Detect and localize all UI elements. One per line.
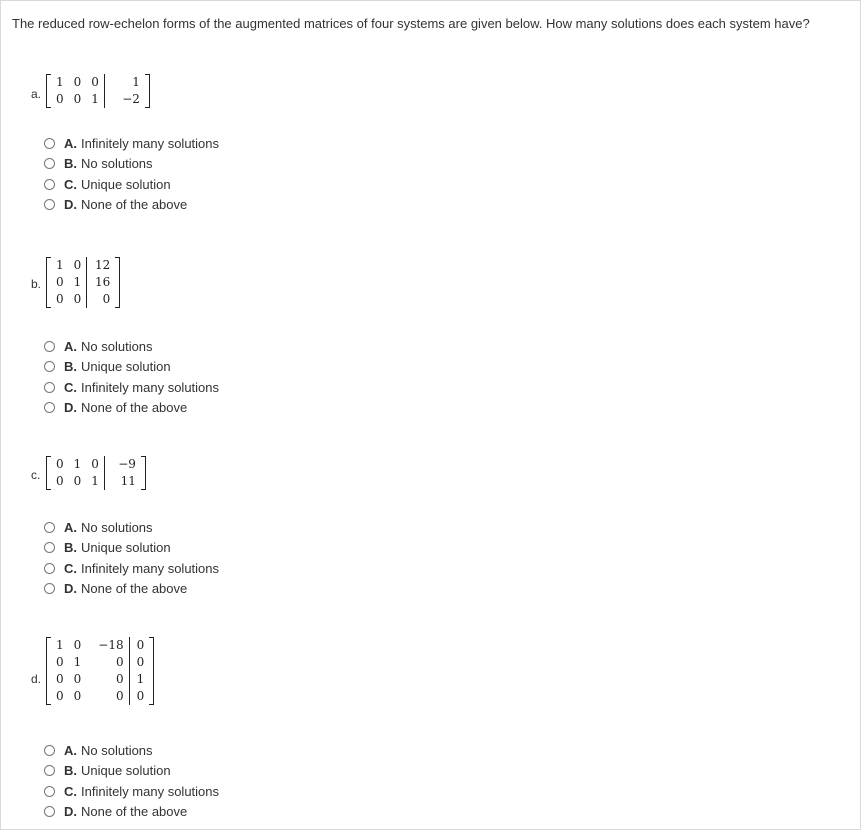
matrix-cell: 1 xyxy=(56,75,64,89)
option-d[interactable]: D. None of the above xyxy=(44,802,219,823)
option-b[interactable]: B. Unique solution xyxy=(44,357,219,378)
augmented-matrix xyxy=(46,74,150,108)
matrix-cell: 12 xyxy=(87,257,116,274)
radio-button[interactable] xyxy=(44,179,55,190)
radio-button[interactable] xyxy=(44,361,55,372)
matrix-cell: 0 xyxy=(115,655,124,669)
part-letter: d. xyxy=(31,672,42,686)
matrix-cell: 0 xyxy=(56,655,64,669)
matrix-cell: 0 xyxy=(56,92,64,106)
matrix-table xyxy=(51,637,149,705)
matrix-cell: 0 xyxy=(56,457,64,471)
matrix-cell: 0 xyxy=(73,638,82,652)
option-c[interactable]: C. Infinitely many solutions xyxy=(44,781,219,802)
radio-button[interactable] xyxy=(44,138,55,149)
radio-button[interactable] xyxy=(44,158,55,169)
matrix-cell: 0 xyxy=(73,75,82,89)
radio-button[interactable] xyxy=(44,542,55,553)
option-a[interactable]: A. No solutions xyxy=(44,740,219,761)
right-bracket xyxy=(141,456,146,490)
matrix-cell: 0 xyxy=(91,75,99,89)
option-b[interactable]: B. Unique solution xyxy=(44,538,219,559)
augmented-matrix xyxy=(46,257,120,308)
matrix-cell: 1 xyxy=(129,671,149,688)
matrix-cell: 11 xyxy=(104,473,141,490)
matrix-cell: 0 xyxy=(73,258,82,272)
matrix-table xyxy=(51,257,115,308)
matrix-cell: 0 xyxy=(87,291,116,308)
matrix-cell: 0 xyxy=(91,457,99,471)
option-b[interactable]: B. No solutions xyxy=(44,154,219,175)
option-c[interactable]: C. Infinitely many solutions xyxy=(44,558,219,579)
matrix-cell: 0 xyxy=(56,672,64,686)
answer-options xyxy=(44,517,219,599)
matrix-cell: 1 xyxy=(56,638,64,652)
option-c[interactable]: C. Infinitely many solutions xyxy=(44,377,219,398)
matrix-cell: 0 xyxy=(115,689,124,703)
right-bracket xyxy=(149,637,154,705)
matrix-cell: 0 xyxy=(56,474,64,488)
matrix-cell: 0 xyxy=(73,292,82,306)
option-d[interactable]: D. None of the above xyxy=(44,195,219,216)
answer-options xyxy=(44,336,219,418)
matrix-cell: 0 xyxy=(56,292,64,306)
matrix-cell: 0 xyxy=(115,672,124,686)
matrix-cell: 1 xyxy=(73,275,82,289)
matrix-cell: −2 xyxy=(104,91,145,108)
option-a[interactable]: A. Infinitely many solutions xyxy=(44,133,219,154)
augmented-matrix xyxy=(46,456,146,490)
matrix-cell: 1 xyxy=(91,474,99,488)
option-b[interactable]: B. Unique solution xyxy=(44,761,219,782)
right-bracket xyxy=(145,74,150,108)
matrix-cell: 0 xyxy=(73,92,82,106)
radio-button[interactable] xyxy=(44,583,55,594)
radio-button[interactable] xyxy=(44,382,55,393)
matrix-cell: 1 xyxy=(56,258,64,272)
radio-button[interactable] xyxy=(44,522,55,533)
option-d[interactable]: D. None of the above xyxy=(44,579,219,600)
option-a[interactable]: A. No solutions xyxy=(44,336,219,357)
matrix-cell: −18 xyxy=(98,638,124,652)
augmented-matrix xyxy=(46,637,154,705)
answer-options xyxy=(44,133,219,215)
matrix-cell: 0 xyxy=(73,672,82,686)
radio-button[interactable] xyxy=(44,341,55,352)
part-letter: a. xyxy=(31,87,42,101)
radio-button[interactable] xyxy=(44,765,55,776)
matrix-cell: 0 xyxy=(56,689,64,703)
answer-options xyxy=(44,740,219,822)
matrix-cell: 1 xyxy=(104,74,145,91)
matrix-cell: 1 xyxy=(91,92,99,106)
matrix-cell: 1 xyxy=(73,457,82,471)
matrix-cell: 0 xyxy=(129,637,149,654)
matrix-cell: 0 xyxy=(129,654,149,671)
radio-button[interactable] xyxy=(44,745,55,756)
option-d[interactable]: D. None of the above xyxy=(44,398,219,419)
radio-button[interactable] xyxy=(44,402,55,413)
radio-button[interactable] xyxy=(44,199,55,210)
matrix-cell: 1 xyxy=(73,655,82,669)
matrix-cell: 0 xyxy=(73,474,82,488)
matrix-cell: 16 xyxy=(87,274,116,291)
option-a[interactable]: A. No solutions xyxy=(44,517,219,538)
question-text: The reduced row-echelon forms of the augmented matrices of four systems are given below. How many solutions does each system have? xyxy=(12,16,810,31)
matrix-cell: 0 xyxy=(129,688,149,705)
matrix-cell: 0 xyxy=(56,275,64,289)
part-letter: b. xyxy=(31,277,42,291)
option-c[interactable]: C. Unique solution xyxy=(44,174,219,195)
radio-button[interactable] xyxy=(44,786,55,797)
right-bracket xyxy=(115,257,120,308)
matrix-cell: 0 xyxy=(73,689,82,703)
matrix-cell: −9 xyxy=(104,456,141,473)
matrix-table xyxy=(51,74,145,108)
radio-button[interactable] xyxy=(44,563,55,574)
part-letter: c. xyxy=(31,468,41,482)
radio-button[interactable] xyxy=(44,806,55,817)
matrix-table xyxy=(51,456,141,490)
